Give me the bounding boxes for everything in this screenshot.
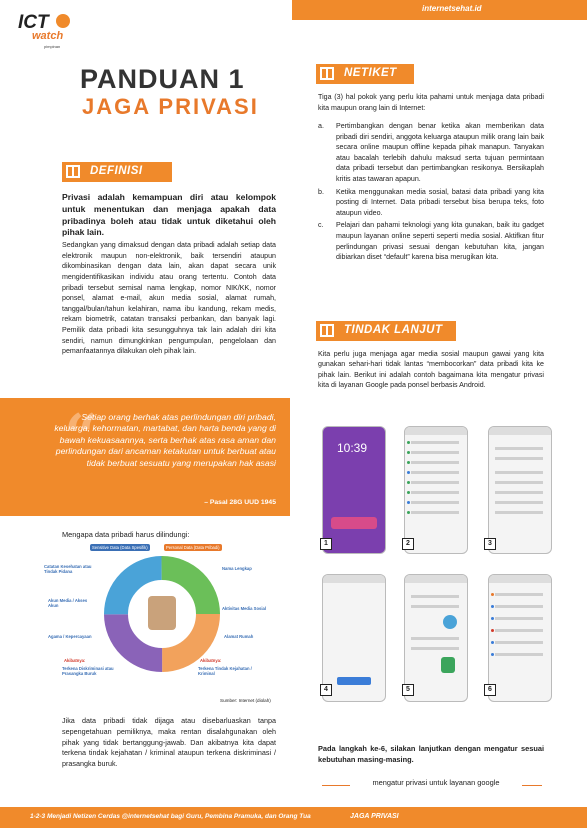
phone-screenshots	[320, 418, 560, 732]
footer-bar	[0, 807, 587, 828]
step-number-1: 1	[320, 538, 332, 550]
netiket-heading-label: NETIKET	[344, 67, 397, 79]
legend-personal: Personal Data (Data Pribadi)	[166, 545, 220, 550]
step-number-6: 6	[484, 684, 496, 696]
step-number-3: 3	[484, 538, 496, 550]
netiket-item-a: a. Pertimbangkan dengan benar ketika akan memberikan data pribadi diri sendiri, anggota keluarga ataupun milik orang lain baik secara online maupun offline kepada pihak manapun. Tanyakan atau bacalah terlebih dahulu maksud serta tujuan permintaan data pribadi tersebut dan pertimbangkan resikonya. Bersikaplah kritis atas tawaran apapun.	[318, 122, 544, 183]
logo-ict: ICT	[18, 12, 49, 33]
logo-circle-icon	[56, 14, 70, 28]
definisi-section	[62, 192, 276, 357]
hand-stop-icon	[148, 596, 176, 630]
phone-screen-1	[322, 426, 386, 554]
quote-mark-icon: “	[64, 402, 99, 472]
diagram-item-5: Agama / Kepercayaan	[48, 634, 92, 639]
diagram-item-7: Terkena Diskriminasi atau Prasangka Buruk	[62, 666, 114, 676]
step-number-2: 2	[402, 538, 414, 550]
diagram-item-3: Akun Media / Akses Akun	[48, 598, 88, 608]
definisi-body: Sedangkan yang dimaksud dengan data pribadi adalah setiap data elektronik maupun non-elektronik, baik tersendiri ataupun dikombinasikan dengan data lain, akan dapat secara unik mengidentifikasikan individu atau orang tertentu. Contoh data pribadi tersebut semisal nama lengkap, nomor NIK/KK, nomor ponsel, alamat e-mail, akun media sosial, alamat rumah, tanggal/bulan/tahun kelahiran, nama ibu kandung, rekam medis, rekam biometrik, catatan transaksi perbankan, dan banyak lagi. Pemilik data pribadi kita sesungguhnya tak lain adalah diri kita sendiri, namun dimungkinkan pengumpulan, pengelolaan dan pemanfaatannya dilakukan oleh pihak lain.	[62, 241, 276, 356]
phone-screen-3	[488, 426, 552, 554]
tindak-lanjut-heading	[316, 321, 456, 341]
diagram-item-4: Aktivitas Media Sosial	[222, 606, 266, 611]
diagram-item-8: Terkena Tindak Kejahatan / Kriminal	[198, 666, 252, 676]
book-icon	[320, 67, 334, 80]
phone-caption: mengatur privasi untuk layanan google	[350, 778, 522, 787]
logo-tagline: pimpinan	[44, 44, 61, 49]
phone-screen-5	[404, 574, 468, 702]
netiket-item-c: c. Pelajari dan pahami teknologi yang kita gunakan, baik itu gadget maupun layanan online seperti seperti media sosial. Aktifkan fitur perlindungan privasi sesuai dengan kebutuhan kita, jangan dibiarkan diset “default” karena bisa merugikan kita.	[318, 221, 544, 262]
book-icon	[66, 165, 80, 178]
phone-clock: 10:39	[337, 441, 368, 455]
step-number-4: 4	[320, 684, 332, 696]
diagram-item-1: Catatan Kesehatan atau Tindak Pidana	[44, 564, 92, 574]
ictwatch-logo	[18, 12, 76, 49]
privacy-diagram	[42, 542, 282, 708]
book-icon	[320, 324, 334, 337]
logo-watch: watch	[32, 30, 64, 42]
footer-left: 1-2-3 Menjadi Netizen Cerdas @internetsehat bagi Guru, Pembina Pramuka, dan Orang Tua	[30, 813, 311, 820]
definisi-lead: Privasi adalah kemampuan diri atau kelompok untuk menentukan dan menjaga apakah data pribadinya boleh atau tidak untuk diketahui oleh pihak lain.	[62, 192, 276, 238]
tindak-heading-label: TINDAK LANJUT	[344, 324, 443, 336]
donut-chart	[104, 556, 220, 672]
site-url: internetsehat.id	[422, 4, 482, 13]
closing-text: Jika data pribadi tidak dijaga atau disebarluaskan tanpa sepengetahuan pemiliknya, maka rentan disalahgunakan oleh pihak yang tidak bertanggung-jawab. Dan akibatnya kita dapat terkena tindak kejahatan / kriminal ataupun terkena diskriminasi / prasangka buruk.	[62, 716, 276, 769]
netiket-list	[318, 121, 544, 265]
top-bar	[292, 0, 587, 20]
quote-text: Setiap orang berhak atas perlindungan diri pribadi, keluarga, kehormatan, martabat, dan harta benda yang di bawah kekuasaannya, serta berhak atas rasa aman dan perlindungan dari ancaman ketakutan untuk berbuat atau tidak berbuat sesuatu yang merupakan hak asasi	[54, 412, 276, 468]
page-subtitle: JAGA PRIVASI	[82, 94, 259, 119]
step-number-5: 5	[402, 684, 414, 696]
phone-screen-6	[488, 574, 552, 702]
page-title: PANDUAN 1	[80, 64, 245, 94]
netiket-item-b: b. Ketika menggunakan media sosial, batasi data pribadi yang kita posting di Internet. Data pribadi tersebut bisa berupa teks, foto ataupun video.	[318, 187, 544, 217]
tindak-body: Kita perlu juga menjaga agar media sosial maupun gawai yang kita gunakan sehari-hari tidak lantas “membocorkan” data pribadi kita ke pihak lain. Berikut ini adalah contoh bagaimana kita mengatur privasi kita di layanan Google pada ponsel berbasis Android.	[318, 350, 544, 390]
footer-right: JAGA PRIVASI	[350, 813, 399, 820]
quote-source: – Pasal 28G UUD 1945	[204, 499, 276, 506]
diagram-caption: Mengapa data pribadi harus dilindungi:	[62, 530, 190, 539]
definisi-heading-label: DEFINISI	[90, 165, 143, 177]
definisi-heading	[62, 162, 172, 182]
akibat-label-1: Akibatnya:	[64, 658, 86, 663]
akibat-label-2: Akibatnya:	[200, 658, 222, 663]
legend-sensitive: Sensitive Data (Data Spesifik)	[92, 545, 148, 550]
diagram-item-6: Alamat Rumah	[224, 634, 254, 639]
diagram-source: Sumber: Internet (diolah)	[220, 698, 271, 703]
tindak-note: Pada langkah ke-6, silakan lanjutkan dengan mengatur sesuai kebutuhan masing-masing.	[318, 744, 544, 764]
diagram-item-2: Nama Lengkap	[222, 566, 252, 571]
phone-screen-4	[322, 574, 386, 702]
netiket-heading	[316, 64, 414, 84]
netiket-intro: Tiga (3) hal pokok yang perlu kita pahami untuk menjaga data pribadi kita maupun orang lain di Internet:	[318, 93, 544, 112]
phone-screen-2	[404, 426, 468, 554]
quote-box	[0, 398, 290, 516]
